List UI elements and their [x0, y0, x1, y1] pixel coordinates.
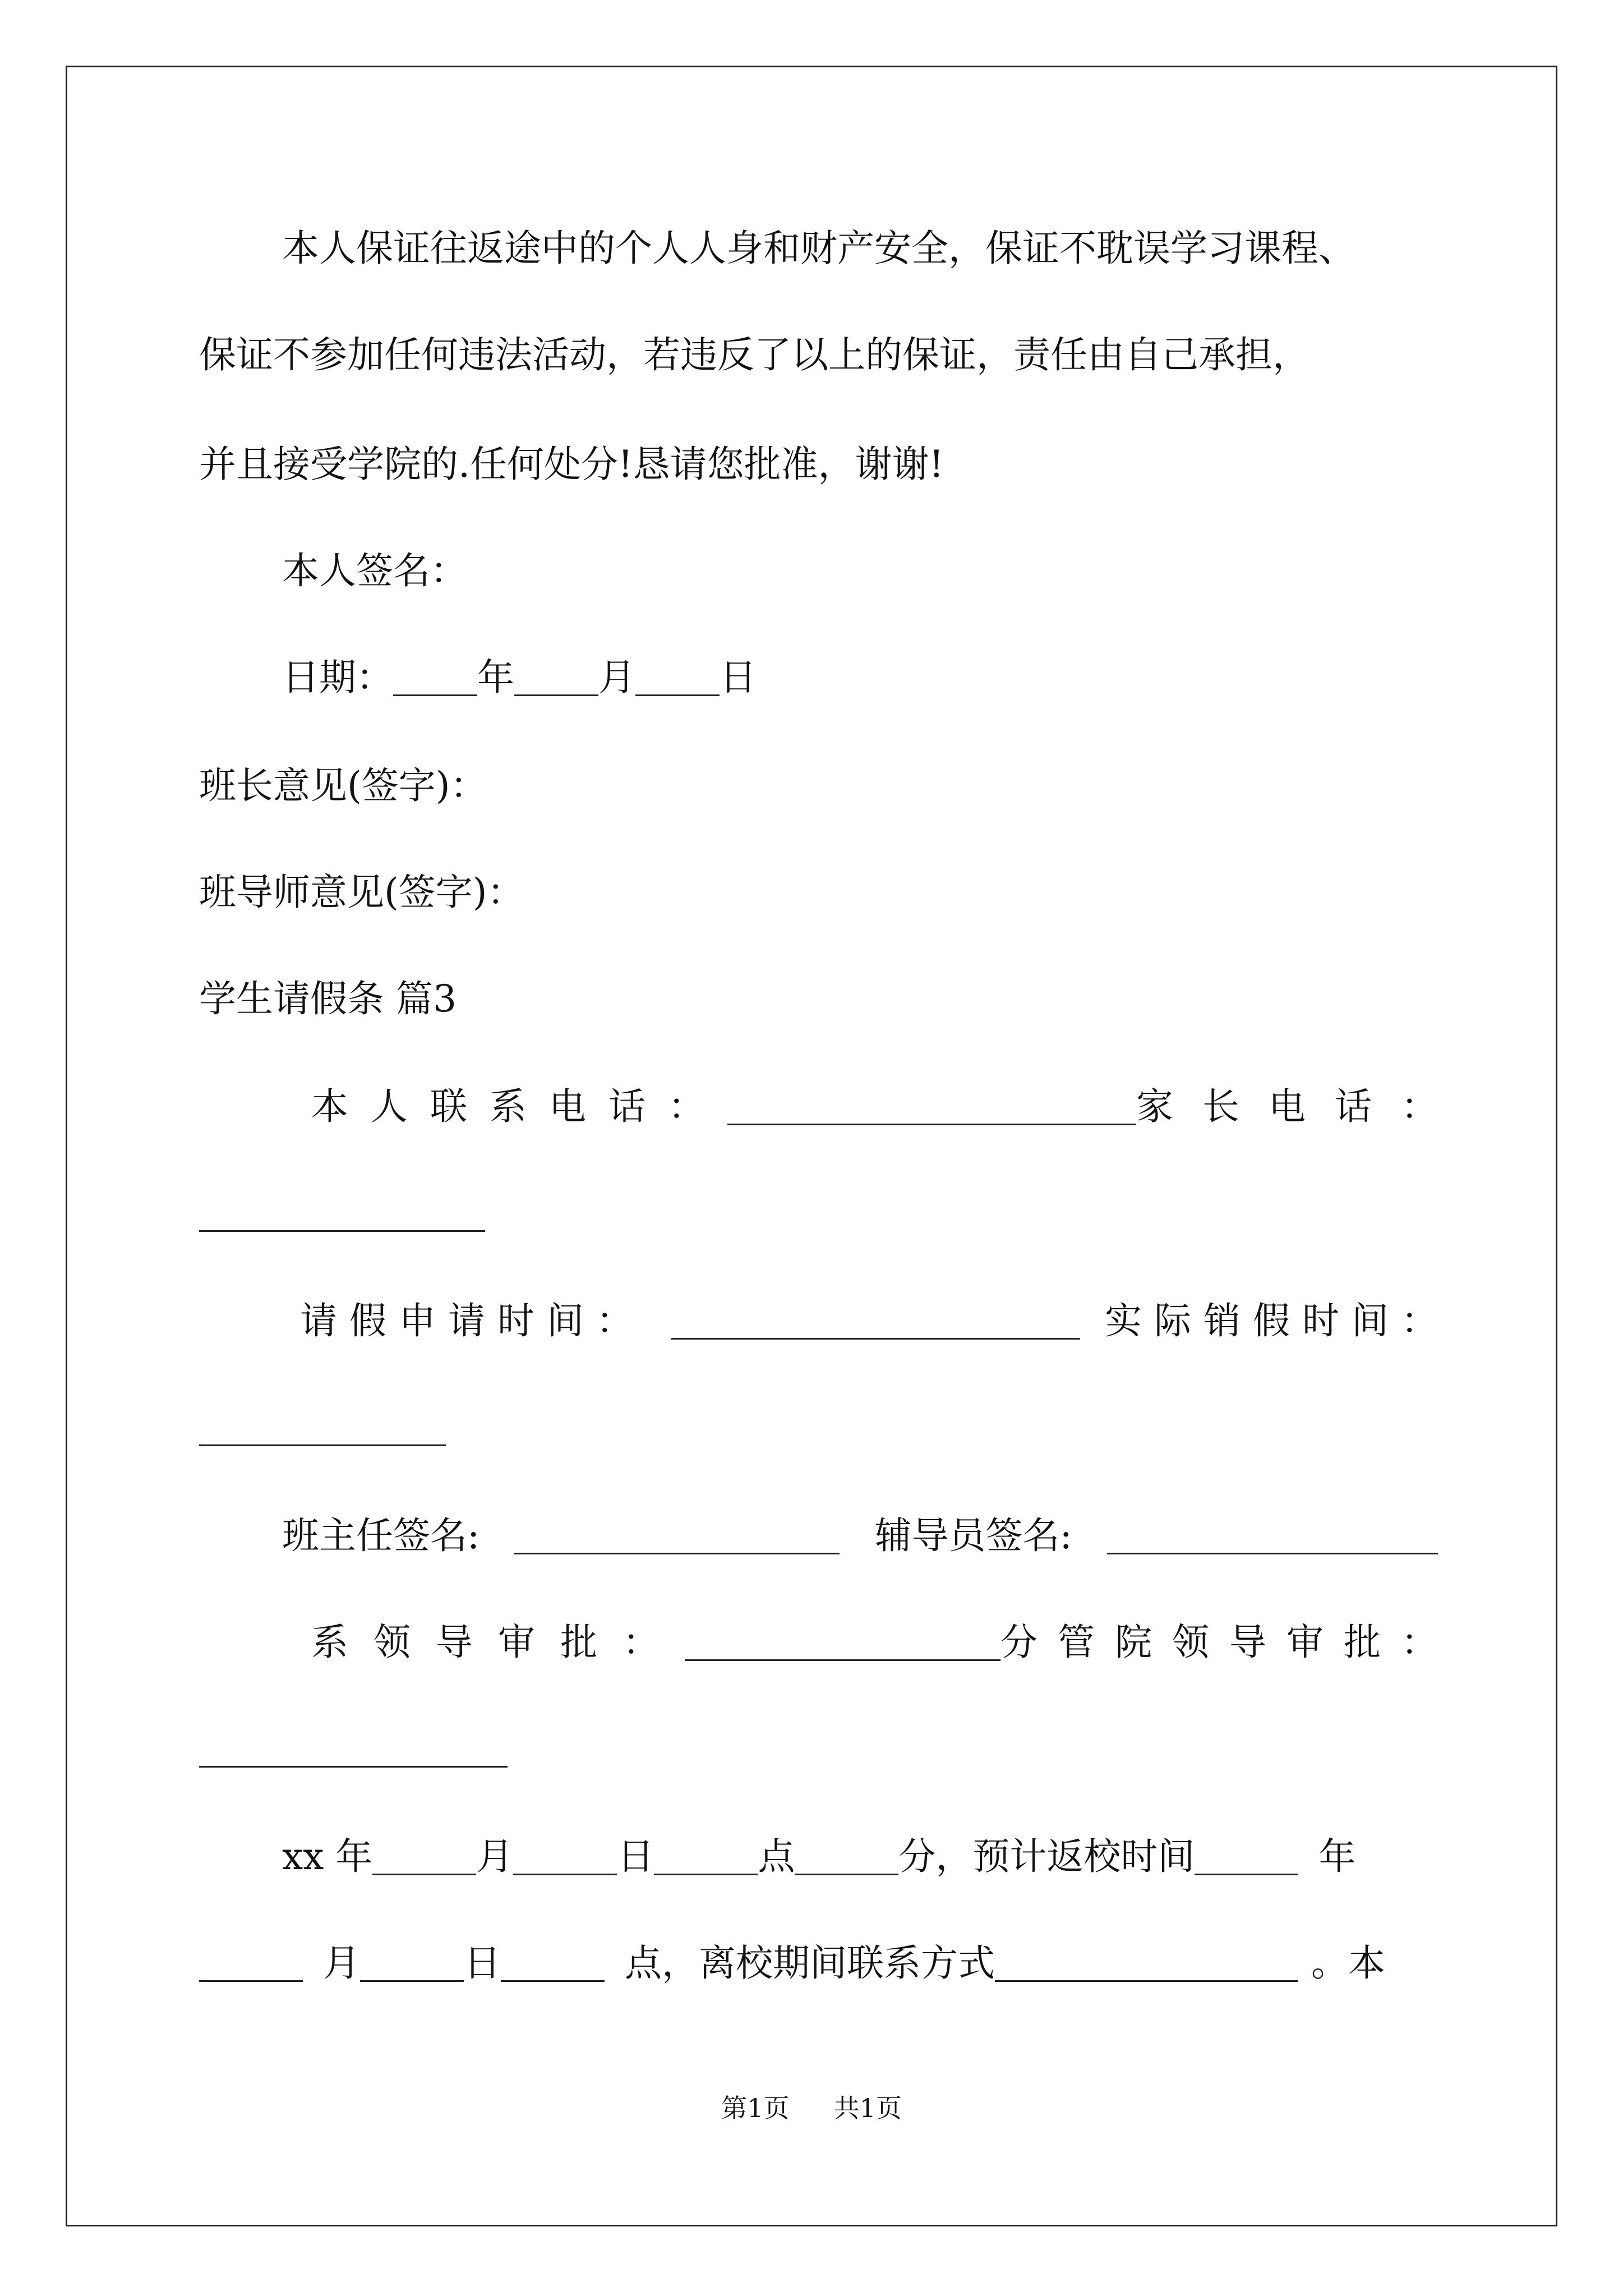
- return-day-label: 日: [464, 1941, 501, 1985]
- paragraph-text: 本人保证往返途中的个人人身和财产安全，保证不耽误学习课程、: [282, 227, 1355, 270]
- counselor-label: 辅导员签名:: [874, 1514, 1072, 1557]
- paragraph-text: 并且接受学院的.任何处分!恳请您批准，谢谢!: [199, 443, 944, 486]
- departure-day-blank[interactable]: [513, 1841, 617, 1875]
- monitor-opinion-label: 班长意见(签字)：: [199, 764, 487, 807]
- return-hour-blank[interactable]: [501, 1948, 605, 1982]
- date-year-blank[interactable]: [393, 662, 477, 696]
- approval-line: [311, 1621, 1458, 1664]
- signatures-line: [199, 1514, 1438, 1557]
- paragraph-line-1: [199, 227, 1438, 270]
- return-month-label: 月: [323, 1941, 360, 1985]
- monitor-opinion-line: [199, 764, 1438, 807]
- date-day-label: 日: [720, 656, 757, 699]
- return-month-blank[interactable]: [199, 1948, 303, 1982]
- head-teacher-blank[interactable]: [514, 1520, 840, 1554]
- dept-approval-label: 系领导审批：: [311, 1621, 685, 1664]
- departure-day-label: 日: [617, 1835, 654, 1878]
- return-year-label: 年: [1318, 1835, 1356, 1878]
- page-number: 第1页: [721, 2093, 790, 2123]
- departure-hour-blank[interactable]: [654, 1841, 758, 1875]
- return-year-blank[interactable]: [1195, 1841, 1298, 1875]
- date-month-blank[interactable]: [514, 662, 598, 696]
- signature-line: [199, 549, 1438, 592]
- date-day-blank[interactable]: [635, 662, 720, 696]
- head-teacher-label: 班主任签名:: [282, 1514, 480, 1557]
- departure-minute-label: 分，预计返校时间: [898, 1835, 1195, 1878]
- section-title-line: [199, 977, 1438, 1020]
- departure-minute-blank[interactable]: [795, 1841, 898, 1875]
- return-hour-label: 点，离校期间联系方式: [625, 1941, 995, 1985]
- phone-label: 本人联系电话：: [311, 1085, 727, 1128]
- date-year-label: 年: [477, 656, 514, 699]
- paragraph-line-2: [199, 333, 1438, 376]
- departure-line-1: [199, 1835, 1438, 1878]
- leave-time-label: 请假申请时间：: [300, 1299, 645, 1342]
- return-day-blank[interactable]: [360, 1948, 464, 1982]
- counselor-blank[interactable]: [1107, 1520, 1438, 1554]
- departure-hour-label: 点: [758, 1835, 795, 1878]
- departure-month-blank[interactable]: [372, 1841, 476, 1875]
- advisor-opinion-label: 班导师意见(签字)：: [199, 871, 524, 914]
- leave-time-line: [300, 1299, 1450, 1342]
- advisor-opinion-line: [199, 871, 1438, 914]
- college-approval-label: 分管院领导审批：: [1000, 1621, 1458, 1664]
- page-border: [66, 66, 1557, 2226]
- departure-end-text: 。本: [1311, 1941, 1385, 1985]
- section-title: 学生请假条 篇3: [199, 977, 457, 1020]
- phone-blank[interactable]: [727, 1091, 1136, 1125]
- parent-phone-label: 家长电话：: [1136, 1085, 1467, 1128]
- dept-approval-blank[interactable]: [685, 1627, 1000, 1661]
- contact-blank[interactable]: [995, 1948, 1298, 1982]
- departure-month-label: 月: [476, 1835, 514, 1878]
- return-time-blank[interactable]: [199, 1443, 446, 1446]
- paragraph-text: 保证不参加任何违法活动，若违反了以上的保证，责任由自己承担，: [199, 333, 1310, 376]
- signature-label: 本人签名：: [282, 549, 467, 592]
- page-total: 共1页: [833, 2093, 902, 2123]
- paragraph-line-3: [199, 443, 1438, 486]
- date-month-label: 月: [598, 656, 635, 699]
- departure-line-2: [199, 1941, 1438, 1985]
- phone-line: [311, 1085, 1467, 1128]
- page-footer: [0, 2095, 1623, 2121]
- return-time-label: 实际销假时间：: [1105, 1299, 1450, 1342]
- college-approval-blank[interactable]: [199, 1764, 508, 1768]
- leave-time-blank[interactable]: [671, 1305, 1080, 1340]
- date-label: 日期：: [282, 656, 393, 699]
- parent-phone-blank[interactable]: [199, 1228, 485, 1232]
- departure-year-prefix: xx 年: [282, 1835, 373, 1878]
- date-line: [199, 656, 1438, 699]
